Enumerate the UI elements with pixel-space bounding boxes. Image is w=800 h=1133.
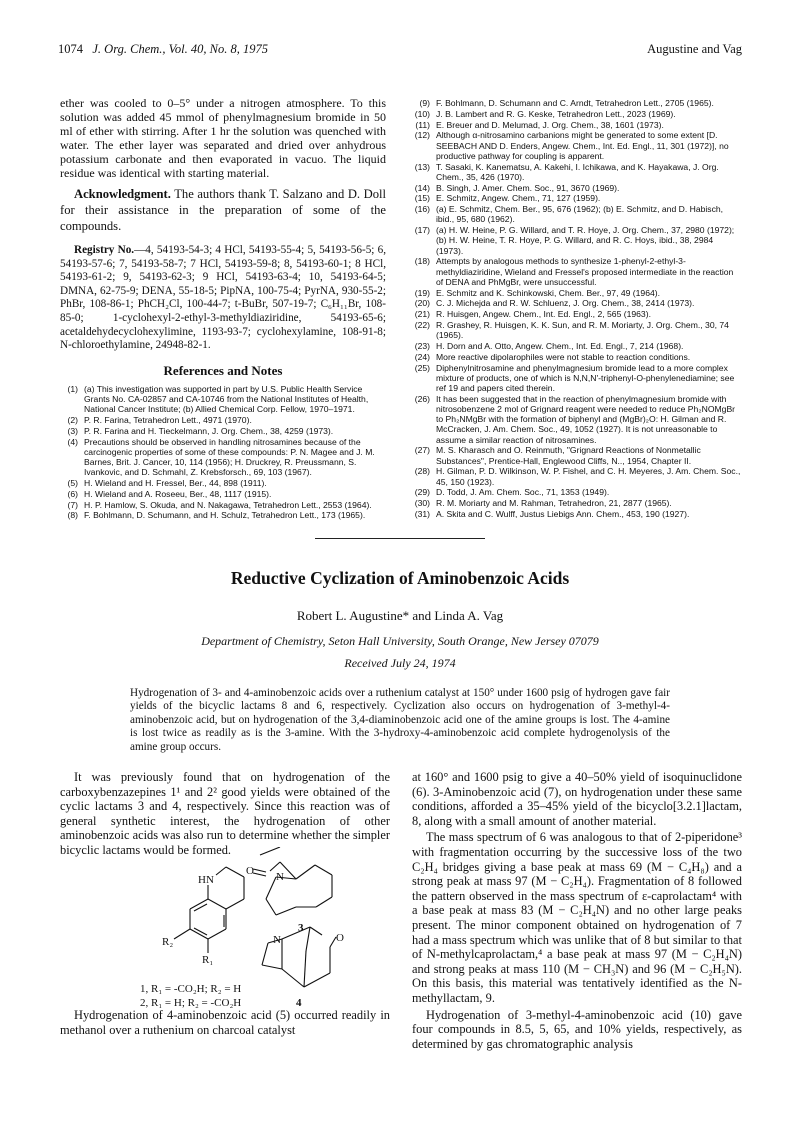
bond (315, 865, 332, 875)
reference-item (412, 183, 742, 193)
reference-text: M. S. Kharasch and O. Reinmuth, "Grignard Reactions of Nonmetallic Substances", Prentice-Hall, Englewood Cliffs, N.., 1954, Chapter II. (436, 445, 701, 466)
bond (253, 869, 266, 872)
intro-paragraph: It was previously found that on hydrogenation of the carboxybenzazepines 1¹ and 2² good yields were obtained of the cyclic lactams 3 and 4, respectively. Since this reaction was of general synthetic interest, the hydrogenation of other aminobenzoic acids was also run to determine whether the simpler bicyclic lactams would be formed. (60, 770, 390, 857)
bond (190, 899, 208, 909)
reference-text: Although α-nitrosamino carbanions might be generated to some extent [D. SEEBACH AND D. Enders, Angew. Chem., Int. Ed. Engl., 11, 301 (1972)], no productive pathway for coupling is apparent. (436, 130, 729, 161)
bond (306, 927, 310, 951)
reference-item (412, 394, 742, 445)
bond (266, 899, 276, 915)
reference-item (412, 109, 742, 119)
bond (316, 897, 332, 907)
reference-text: E. Breuer and D. Melumad, J. Org. Chem., 38, 1601 (1973). (436, 119, 664, 130)
bond (282, 969, 304, 987)
reference-number: (30) (414, 498, 430, 509)
reference-text: H. Dorn and A. Otto, Angew. Chem., Int. Ed. Engl., 7, 214 (1968). (436, 340, 684, 351)
reference-item (412, 162, 742, 182)
reference-text: C. J. Michejda and R. W. Schluenz, J. Org. Chem., 38, 2414 (1973). (436, 298, 695, 309)
reference-item (412, 225, 742, 256)
reference-item (60, 510, 386, 520)
reference-text: P. R. Farina, Tetrahedron Lett., 4971 (1970). (84, 414, 252, 425)
reference-item (412, 204, 742, 224)
reference-number: (25) (414, 362, 430, 373)
journal-citation: J. Org. Chem., Vol. 40, No. 8, 1975 (92, 42, 268, 56)
reference-item (60, 437, 386, 478)
nitrogen-label-4: N (273, 934, 281, 946)
reference-number: (12) (414, 130, 430, 141)
running-head (58, 42, 742, 60)
reference-item (412, 341, 742, 351)
reference-text: F. Bohlmann, D. Schumann and C. Arndt, Tetrahedron Lett., 2705 (1965). (436, 98, 714, 108)
registry-heading: Registry No. (74, 244, 135, 256)
bond (304, 951, 306, 987)
compound-2-caption: 2, R₁ = H; R₂ = -CO₂H (140, 997, 242, 1009)
bond (216, 867, 226, 875)
reference-item (60, 489, 386, 499)
article-left-column (60, 770, 390, 858)
reference-item (60, 384, 386, 415)
reference-item (412, 487, 742, 497)
compound-4-number: 4 (296, 997, 302, 1009)
prev-article-right-column (412, 98, 742, 520)
reference-item (412, 193, 742, 203)
reference-text: F. Bohlmann, D. Schumann, and H. Schulz, Tetrahedron Lett., 173 (1965). (84, 510, 366, 521)
reference-number: (20) (414, 298, 430, 309)
acknowledgment (60, 186, 386, 234)
results-paragraph-1: at 160° and 1600 psig to give a 40–50% yield of isoquinuclidone (6). 3-Aminobenzoic acid (7), on hydrogenation under these same conditions, afforded a 35–45% yield of the bicyclo[3.2.1]lactam, 8, along with a small amount of another material. (412, 770, 742, 828)
bond (174, 929, 190, 939)
bond (282, 927, 310, 939)
compound-3-number: 3 (298, 922, 304, 934)
reference-number: (4) (67, 436, 78, 447)
reference-number: (3) (67, 425, 78, 436)
reference-text: A. Skita and C. Wulff, Justus Liebigs Ann. Chem., 453, 190 (1927). (436, 508, 690, 519)
reference-item (412, 298, 742, 308)
r2-label: R₂ (162, 936, 174, 948)
reference-text: Precautions should be observed in handling nitrosamines because of the carcinogenic properties of some of these compounds: P. N. Magee and J. M. Barnes, Brit. J. Cancer, 10, 114 (1956); H. Druckrey, R. Preussmann, S. Ivankovic, and D. Schmahl, Z. Krebsforsch., 69, 103 (1967). (84, 436, 375, 478)
reference-number: (26) (414, 393, 430, 404)
experimental-paragraph: ether was cooled to 0–5° under a nitrogen atmosphere. To this solution was added 45 mmol of phenylmagnesium bromide in 50 ml of ether with stirring. After 1 hr the solution was quenched with water. The ether layer was separated and dried over anhydrous potassium carbonate and then evaporated in vacuo. The liquid residue was identical with starting material. (60, 96, 386, 180)
bond (194, 904, 207, 911)
bond (208, 899, 226, 909)
reference-text: R. Grashey, R. Huisgen, K. K. Sun, and R. M. Moriarty, J. Org. Chem., 30, 74 (1965). (436, 319, 729, 341)
acknowledgment-text: The authors thank T. Salzano and D. Doll for their assistance in the preparation of some of the compounds. (60, 187, 386, 233)
reference-number: (21) (414, 309, 430, 320)
bond (226, 867, 244, 877)
reference-text: H. Gilman, P. D. Wilkinson, W. P. Fishel, and C. H. Meyeres, J. Am. Chem. Soc., 45, 150 (1923). (436, 466, 741, 487)
article-affiliation: Department of Chemistry, Seton Hall University, South Orange, New Jersey 07079 (201, 634, 599, 648)
reference-item (412, 288, 742, 298)
reference-text: E. Schmitz, Angew. Chem., 71, 127 (1959). (436, 193, 601, 204)
reference-number: (1) (67, 383, 78, 394)
bond (296, 865, 315, 879)
reference-number: (10) (414, 108, 430, 119)
abstract: Hydrogenation of 3- and 4-aminobenzoic acids over a ruthenium catalyst at 150° under 1600 psig of hydrogen gave fair yields of the bicyclic lactams 8 and 6, respectively. Cyclization also occurs on hydrogenation of 3-methyl-4-aminobenzoic acid, but on hydrogenation of the 3,4-diaminobenzoic acid one of the amine groups is lost. The 4-amine is lost twice as readily as is the 3-amine. With the 3-hydroxy-4-aminobenzoic acid complete hydrogenolysis of the amine group occurs. (130, 687, 670, 753)
reference-number: (22) (414, 319, 430, 330)
reference-number: (16) (414, 204, 430, 215)
reference-number: (11) (415, 119, 430, 130)
results-paragraph-3: Hydrogenation of 3-methyl-4-aminobenzoic acid (10) gave four compounds in 8.5, 5, 65, and 10% yields, respectively, as determined by gas chromatographic analysis (412, 1007, 742, 1051)
reference-text: H. Wieland and H. Fressel, Ber., 44, 898 (1911). (84, 477, 267, 488)
reference-item (60, 426, 386, 436)
reference-text: T. Sasaki, K. Kanematsu, A. Kakehi, I. Ichikawa, and K. Hayakawa, J. Org. Chem., 35, 426 (1970). (436, 161, 719, 182)
r1-label: R₁ (202, 954, 214, 966)
reference-item (412, 498, 742, 508)
reference-item (412, 320, 742, 340)
reference-text: E. Schmitz and K. Schinkowski, Chem. Ber., 97, 49 (1964). (436, 287, 661, 298)
hydrogenation-paragraph: Hydrogenation of 4-aminobenzoic acid (5) occurred readily in methanol over a ruthenium on charcoal catalyst (60, 1008, 390, 1037)
reference-text: B. Singh, J. Amer. Chem. Soc., 91, 3670 (1969). (436, 182, 620, 193)
reference-text: (a) This investigation was supported in part by U.S. Public Health Service Grants No. CA-02857 and CA-10746 from the National Institutes of Health, National Cancer Institute; (b) Allied Chemical Corp. Fellow, 1970–1971. (84, 383, 369, 415)
oxygen-label-4: O (336, 932, 344, 944)
bond (208, 929, 226, 939)
bond (266, 877, 276, 899)
registry-numbers (60, 244, 386, 353)
reference-number: (19) (414, 287, 430, 298)
reference-text: (a) H. W. Heine, P. G. Willard, and T. R. Hoye, J. Org. Chem., 37, 2980 (1972); (b) H. W. Heine, T. R. Hoye, P. G. Willard, and R. C. Hoys, ibid., 38, 2984 (1973). (436, 225, 735, 256)
article-title: Reductive Cyclization of Aminobenzoic Acids (230, 568, 570, 588)
bond (253, 873, 266, 876)
reference-item (412, 309, 742, 319)
reference-number: (15) (414, 193, 430, 204)
reference-number: (29) (414, 487, 430, 498)
reference-item (412, 445, 742, 465)
nh-label: HN (198, 874, 214, 886)
compound-1-caption: 1, R₁ = -CO₂H; R₂ = H (140, 983, 242, 995)
reference-text: H. Wieland and A. Roseeu, Ber., 48, 1117 (1915). (84, 488, 272, 499)
reference-number: (28) (414, 466, 430, 477)
reference-number: (17) (414, 225, 430, 236)
article-authors: Robert L. Augustine* and Linda A. Vag (296, 608, 504, 623)
reference-item (412, 98, 742, 108)
received-date: Received July 24, 1974 (344, 656, 456, 670)
running-head-left (58, 42, 268, 57)
references-list-left (60, 384, 386, 521)
acknowledgment-heading: Acknowledgment. (74, 187, 171, 201)
reference-text: Attempts by analogous methods to synthesize 1-phenyl-2-ethyl-3-methyldiaziridine, Wieland and Fressel's proposed intermediate in the reaction of DENA and PhMgBr, were unsuccessful. (436, 256, 734, 287)
references-list-right (412, 98, 742, 519)
article-divider (315, 538, 485, 539)
reference-number: (13) (414, 161, 430, 172)
reference-number: (2) (67, 414, 78, 425)
reference-number: (7) (67, 499, 78, 510)
reference-number: (31) (414, 508, 430, 519)
reference-item (60, 478, 386, 488)
reference-item (412, 130, 742, 161)
bond (304, 973, 330, 987)
bond (260, 847, 280, 855)
reference-text: (a) E. Schmitz, Chem. Ber., 95, 676 (1962); (b) E. Schmitz, and D. Habisch, ibid., 95, 680 (1962). (436, 204, 724, 225)
bond (276, 907, 296, 915)
references-title: References and Notes (163, 362, 283, 378)
reference-number: (9) (419, 98, 430, 108)
reference-item (60, 415, 386, 425)
oxygen-label-3: O (246, 865, 254, 877)
reference-text: J. B. Lambert and R. G. Keske, Tetrahedron Lett., 2023 (1969). (436, 108, 676, 119)
reference-number: (18) (414, 256, 430, 267)
bond (270, 862, 280, 871)
article-right-column (412, 770, 742, 1051)
reference-text: R. Huisgen, Angew. Chem., Int. Ed. Engl., 2, 565 (1963). (436, 309, 651, 320)
reference-number: (24) (414, 351, 430, 362)
mass-spectrum-paragraph: The mass spectrum of 6 was analogous to that of 2-piperidone³ with fragmentation occurring by the successive loss of the two C₂H₄ bridges giving a base peak at mass 69 (M − C₄H₈) and a strong peak at mass 97 (M − C₂H₄). Fragmentation of 8 followed the pattern observed in the mass spectrum of ε-caprolactam⁴ with a base peak at mass 83 (M − C₂H₄N) and no other large peaks present. The minor component obtained on hydrogenation of 7 had a mass spectrum which was unlike that of 8 but similar to that of N-methylcaprolactam,⁴ a base peak at mass 97 (M − C₂H₄N) and strong peaks at mass 110 (M − CH₃N) and 96 (M − C₂H₅N). On this basis, this material was tentatively identified as the N-methyllactam, 9. (412, 830, 742, 1005)
reference-number: (6) (67, 488, 78, 499)
reference-number: (27) (414, 445, 430, 456)
bond (262, 965, 282, 969)
reference-text: P. R. Farina and H. Tieckelmann, J. Org. Chem., 38, 4259 (1973). (84, 425, 334, 436)
bond (194, 928, 207, 935)
reference-item (412, 256, 742, 287)
reference-number: (14) (414, 182, 430, 193)
bond (310, 927, 322, 935)
reference-text: It has been suggested that in the reaction of phenylmagnesium bromide with nitrosobenzene 2 mol of Grignard reagent were needed to reduce Ph₂NOMgBr to Ph₂NMgBr with the formation of biphenyl and (MgBr)₂O: H. Gilman and R. McCracken, J. Am. Chem. Soc., 49, 1052 (1927). It is not unreasonable to assume a similar reaction of nitrosamines. (436, 393, 736, 445)
registry-text: —4, 54193-54-3; 4 HCl, 54193-55-4; 5, 54193-56-5; 6, 54193-57-6; 7, 54193-58-7; 7 HCl, 54193-59-8; 8, 54193-60-1; 8 HCl, 54193-61-2; 9, 54193-62-3; 9 HCl, 54193-63-4; 10, 54193-64-5; DMNA, 62-75-9; DENA, 55-18-5; PipNA, 100-75-4; PyrNA, 930-55-2; PhBr, 108-86-1; PhCH₂Cl, 100-44-7; t-BuBr, 507-19-7; C₆H₁₁Br, 108-85-0; 1-cyclohexyl-2-ethyl-3-methyldiaziridine, 54193-65-6; acetaldehydecyclohexylimine, 1193-93-7; cyclohexylamine, 108-91-8; N-chloroethylamine, 24948-82-1. (60, 244, 387, 352)
reference-item (60, 500, 386, 510)
reference-number: (23) (414, 340, 430, 351)
reference-text: Diphenylnitrosamine and phenylmagnesium bromide lead to a more complex mixture of products, one of which is N,N,N'-triphenyl-O-phenylenediamine; see ref 19 and papers cited therein. (436, 362, 735, 393)
reference-item (412, 466, 742, 486)
reference-item (412, 120, 742, 130)
reference-item (412, 363, 742, 394)
bond (226, 899, 244, 909)
reference-text: D. Todd, J. Am. Chem. Soc., 71, 1353 (1949). (436, 487, 610, 498)
reference-item (412, 509, 742, 519)
reference-text: More reactive dipolarophiles were not stable to reaction conditions. (436, 351, 691, 362)
reference-item (412, 352, 742, 362)
reference-number: (8) (67, 510, 78, 521)
reference-text: R. M. Moriarty and M. Rahman, Tetrahedron, 21, 2877 (1965). (436, 498, 672, 509)
page-number: 1074 (58, 42, 83, 56)
bond (262, 943, 268, 965)
nitrogen-label-3: N (276, 871, 284, 883)
reference-text: H. P. Hamlow, S. Okuda, and N. Nakagawa, Tetrahedron Lett., 2553 (1964). (84, 499, 372, 510)
running-head-authors: Augustine and Vag (647, 42, 742, 56)
reference-number: (5) (67, 477, 78, 488)
prev-article-left-column (60, 96, 386, 521)
article-left-column-bottom (60, 1008, 390, 1037)
